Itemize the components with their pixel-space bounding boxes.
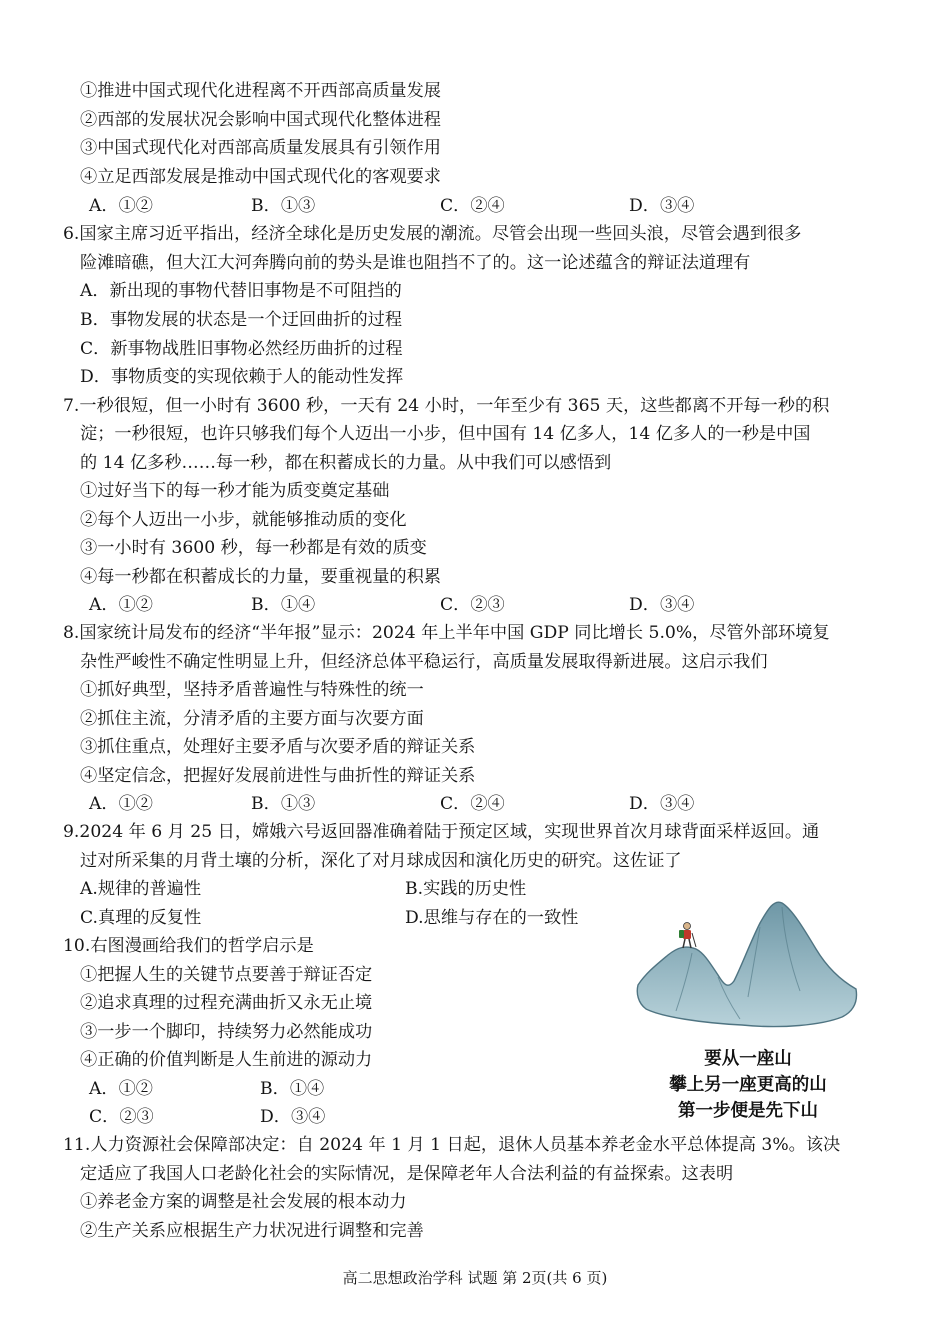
q8-option-d: D．③④ bbox=[629, 794, 695, 814]
q5-option-d: D．③④ bbox=[629, 196, 695, 216]
q5-item-3: ③中国式现代化对西部高质量发展具有引领作用 bbox=[80, 138, 441, 158]
q9-choice-a: A.规律的普遍性 bbox=[80, 879, 202, 899]
q5-option-c: C．②④ bbox=[440, 196, 505, 216]
q10-stem: 10.右图漫画给我们的哲学启示是 bbox=[63, 936, 314, 956]
q7-item-2: ②每个人迈出一小步，就能够推动质的变化 bbox=[80, 510, 407, 530]
q7-item-4: ④每一秒都在积蓄成长的力量，要重视量的积累 bbox=[80, 567, 441, 587]
q6-choice-d: D．事物质变的实现依赖于人的能动性发挥 bbox=[80, 367, 404, 387]
hiker-icon bbox=[679, 923, 696, 949]
q10-item-2: ②追求真理的过程充满曲折又永无止境 bbox=[80, 993, 373, 1013]
mountains-illustration bbox=[632, 893, 864, 1043]
q5-item-4: ④立足西部发展是推动中国式现代化的客观要求 bbox=[80, 167, 441, 187]
q6-stem-line-1: 6.国家主席习近平指出，经济全球化是历史发展的潮流。尽管会出现一些回头浪，尽管会遇到很多 bbox=[63, 224, 802, 244]
q7-stem-line-1: 7.一秒很短，但一小时有 3600 秒，一天有 24 小时，一年至少有 365 天，这些都离不开每一秒的积 bbox=[63, 396, 830, 416]
q5-item-2: ②西部的发展状况会影响中国式现代化整体进程 bbox=[80, 110, 441, 130]
q11-item-2: ②生产关系应根据生产力状况进行调整和完善 bbox=[80, 1221, 424, 1241]
q8-stem-line-2: 杂性严峻性不确定性明显上升，但经济总体平稳运行，高质量发展取得新进展。这启示我们 bbox=[80, 652, 768, 672]
q6-choice-b: B．事物发展的状态是一个迂回曲折的过程 bbox=[80, 310, 403, 330]
q7-option-d: D．③④ bbox=[629, 595, 695, 615]
q9-stem-line-1: 9.2024 年 6 月 25 日，嫦娥六号返回器准确着陆于预定区域，实现世界首次月球背面采样返回。通 bbox=[63, 822, 820, 842]
q10-item-1: ①把握人生的关键节点要善于辩证否定 bbox=[80, 965, 373, 985]
q8-option-c: C．②④ bbox=[440, 794, 505, 814]
q7-item-3: ③一小时有 3600 秒，每一秒都是有效的质变 bbox=[80, 538, 427, 558]
cartoon-caption-line-3: 第一步便是先下山 bbox=[678, 1101, 818, 1121]
q5-option-a: A．①② bbox=[89, 196, 153, 216]
q8-option-a: A．①② bbox=[89, 794, 153, 814]
q10-option-c: C．②③ bbox=[89, 1107, 154, 1127]
q7-stem-line-3: 的 14 亿多秒……每一秒，都在积蓄成长的力量。从中我们可以感悟到 bbox=[80, 453, 612, 473]
q8-item-3: ③抓住重点，处理好主要矛盾与次要矛盾的辩证关系 bbox=[80, 737, 476, 757]
q5-item-1: ①推进中国式现代化进程离不开西部高质量发展 bbox=[80, 81, 441, 101]
q9-choice-c: C.真理的反复性 bbox=[80, 908, 202, 928]
q7-option-b: B．①④ bbox=[251, 595, 316, 615]
q8-option-b: B．①③ bbox=[251, 794, 316, 814]
q10-option-d: D．③④ bbox=[260, 1107, 326, 1127]
q10-option-b: B．①④ bbox=[260, 1079, 325, 1099]
cartoon-caption-line-2: 攀上另一座更高的山 bbox=[669, 1075, 827, 1095]
q7-stem-line-2: 淀；一秒很短，也许只够我们每个人迈出一小步，但中国有 14 亿多人，14 亿多人的一秒是中国 bbox=[80, 424, 811, 444]
q10-item-4: ④正确的价值判断是人生前进的源动力 bbox=[80, 1050, 373, 1070]
q10-item-3: ③一步一个脚印，持续努力必然能成功 bbox=[80, 1022, 373, 1042]
q10-cartoon bbox=[632, 893, 864, 1125]
q6-choice-c: C．新事物战胜旧事物必然经历曲折的过程 bbox=[80, 339, 403, 359]
page-footer: 高二思想政治学科 试题 第 2页(共 6 页) bbox=[342, 1269, 608, 1287]
q7-option-a: A．①② bbox=[89, 595, 153, 615]
q7-item-1: ①过好当下的每一秒才能为质变奠定基础 bbox=[80, 481, 390, 501]
q8-item-1: ①抓好典型，坚持矛盾普遍性与特殊性的统一 bbox=[80, 680, 424, 700]
mountain-shape bbox=[637, 902, 856, 1026]
q6-choice-a: A．新出现的事物代替旧事物是不可阻挡的 bbox=[80, 281, 402, 301]
q9-choice-d: D.思维与存在的一致性 bbox=[405, 908, 579, 928]
q8-item-2: ②抓住主流，分清矛盾的主要方面与次要方面 bbox=[80, 709, 424, 729]
q11-item-1: ①养老金方案的调整是社会发展的根本动力 bbox=[80, 1192, 407, 1212]
q5-option-b: B．①③ bbox=[251, 196, 316, 216]
q10-option-a: A．①② bbox=[89, 1079, 153, 1099]
q9-stem-line-2: 过对所采集的月背土壤的分析，深化了对月球成因和演化历史的研究。这佐证了 bbox=[80, 851, 682, 871]
q6-stem-line-2: 险滩暗礁，但大江大河奔腾向前的势头是谁也阻挡不了的。这一论述蕴含的辩证法道理有 bbox=[80, 253, 751, 273]
q8-stem-line-1: 8.国家统计局发布的经济“半年报”显示：2024 年上半年中国 GDP 同比增长 5.0%，尽管外部环境复 bbox=[63, 623, 830, 643]
q11-stem-line-2: 定适应了我国人口老龄化社会的实际情况，是保障老年人合法利益的有益探索。这表明 bbox=[80, 1164, 734, 1184]
q11-stem-line-1: 11.人力资源社会保障部决定：自 2024 年 1 月 1 日起，退休人员基本养老金水平总体提高 3%。该决 bbox=[63, 1135, 841, 1155]
q7-option-c: C．②③ bbox=[440, 595, 505, 615]
cartoon-caption-line-1: 要从一座山 bbox=[704, 1049, 792, 1069]
q8-item-4: ④坚定信念，把握好发展前进性与曲折性的辩证关系 bbox=[80, 766, 476, 786]
q9-choice-b: B.实践的历史性 bbox=[405, 879, 527, 899]
